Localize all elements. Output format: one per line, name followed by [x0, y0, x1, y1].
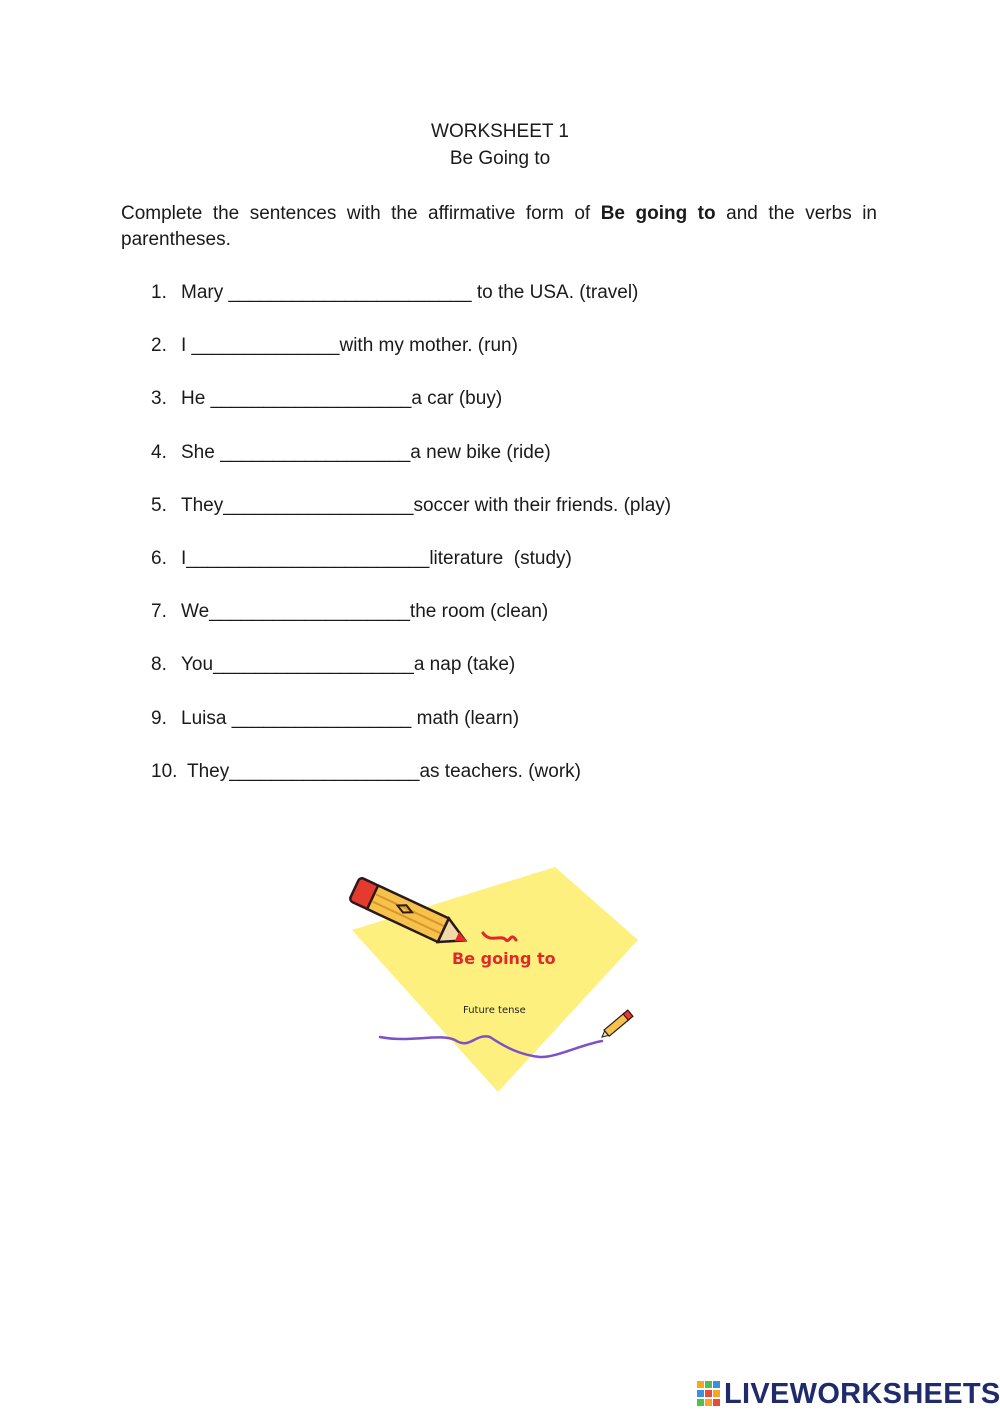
- item-number: 2.: [151, 335, 167, 357]
- instructions-bold-phrase: Be going to: [600, 203, 716, 224]
- exercise-item: [151, 601, 671, 654]
- liveworksheets-brand: LIVEWORKSHEETS: [724, 1377, 1000, 1410]
- exercise-item: [151, 708, 671, 761]
- item-number: 5.: [151, 494, 167, 516]
- worksheet-subtitle: Be Going to: [449, 148, 551, 169]
- exercise-item: [151, 388, 671, 441]
- exercise-list: [151, 282, 671, 814]
- instructions-text-before: Complete the sentences with the affirmative form of: [121, 203, 601, 224]
- item-sentence: They__________________as teachers. (work): [187, 760, 581, 782]
- item-sentence: Luisa _________________ math (learn): [181, 707, 520, 729]
- clipart-graphic: [340, 855, 650, 1100]
- item-sentence: We___________________the room (clean): [181, 601, 549, 623]
- clipart-caption: Future tense: [463, 1005, 526, 1016]
- item-number: 6.: [151, 547, 167, 569]
- instructions: [121, 201, 877, 253]
- small-pencil-icon: [599, 1010, 632, 1040]
- item-sentence: She __________________a new bike (ride): [181, 441, 551, 463]
- item-number: 8.: [151, 654, 167, 676]
- exercise-item: [151, 548, 671, 601]
- item-sentence: I ______________with my mother. (run): [181, 335, 518, 357]
- item-sentence: You___________________a nap (take): [181, 654, 516, 676]
- exercise-item: [151, 654, 671, 707]
- item-number: 3.: [151, 388, 167, 410]
- liveworksheets-blocks-icon: [697, 1381, 721, 1407]
- clipart-heading: Be going to: [452, 949, 556, 968]
- item-sentence: I_______________________literature (study): [181, 547, 572, 569]
- worksheet-title: WORKSHEET 1: [431, 121, 569, 142]
- exercise-item: [151, 335, 671, 388]
- item-number: 4.: [151, 441, 167, 463]
- item-number: 9.: [151, 707, 167, 729]
- exercise-item: [151, 442, 671, 495]
- liveworksheets-logo: [697, 1377, 1000, 1411]
- exercise-item: [151, 761, 671, 814]
- item-number: 10.: [151, 760, 178, 782]
- exercise-item: [151, 282, 671, 335]
- item-number: 1.: [151, 282, 167, 303]
- item-sentence: They__________________soccer with their friends. (play): [181, 494, 672, 516]
- item-number: 7.: [151, 601, 167, 623]
- item-sentence: Mary _______________________ to the USA. (travel): [181, 282, 639, 303]
- exercise-item: [151, 495, 671, 548]
- instructions-text-after: and the verbs in parentheses.: [121, 203, 877, 250]
- item-sentence: He ___________________a car (buy): [181, 388, 503, 410]
- be-going-to-clipart: [340, 855, 650, 1100]
